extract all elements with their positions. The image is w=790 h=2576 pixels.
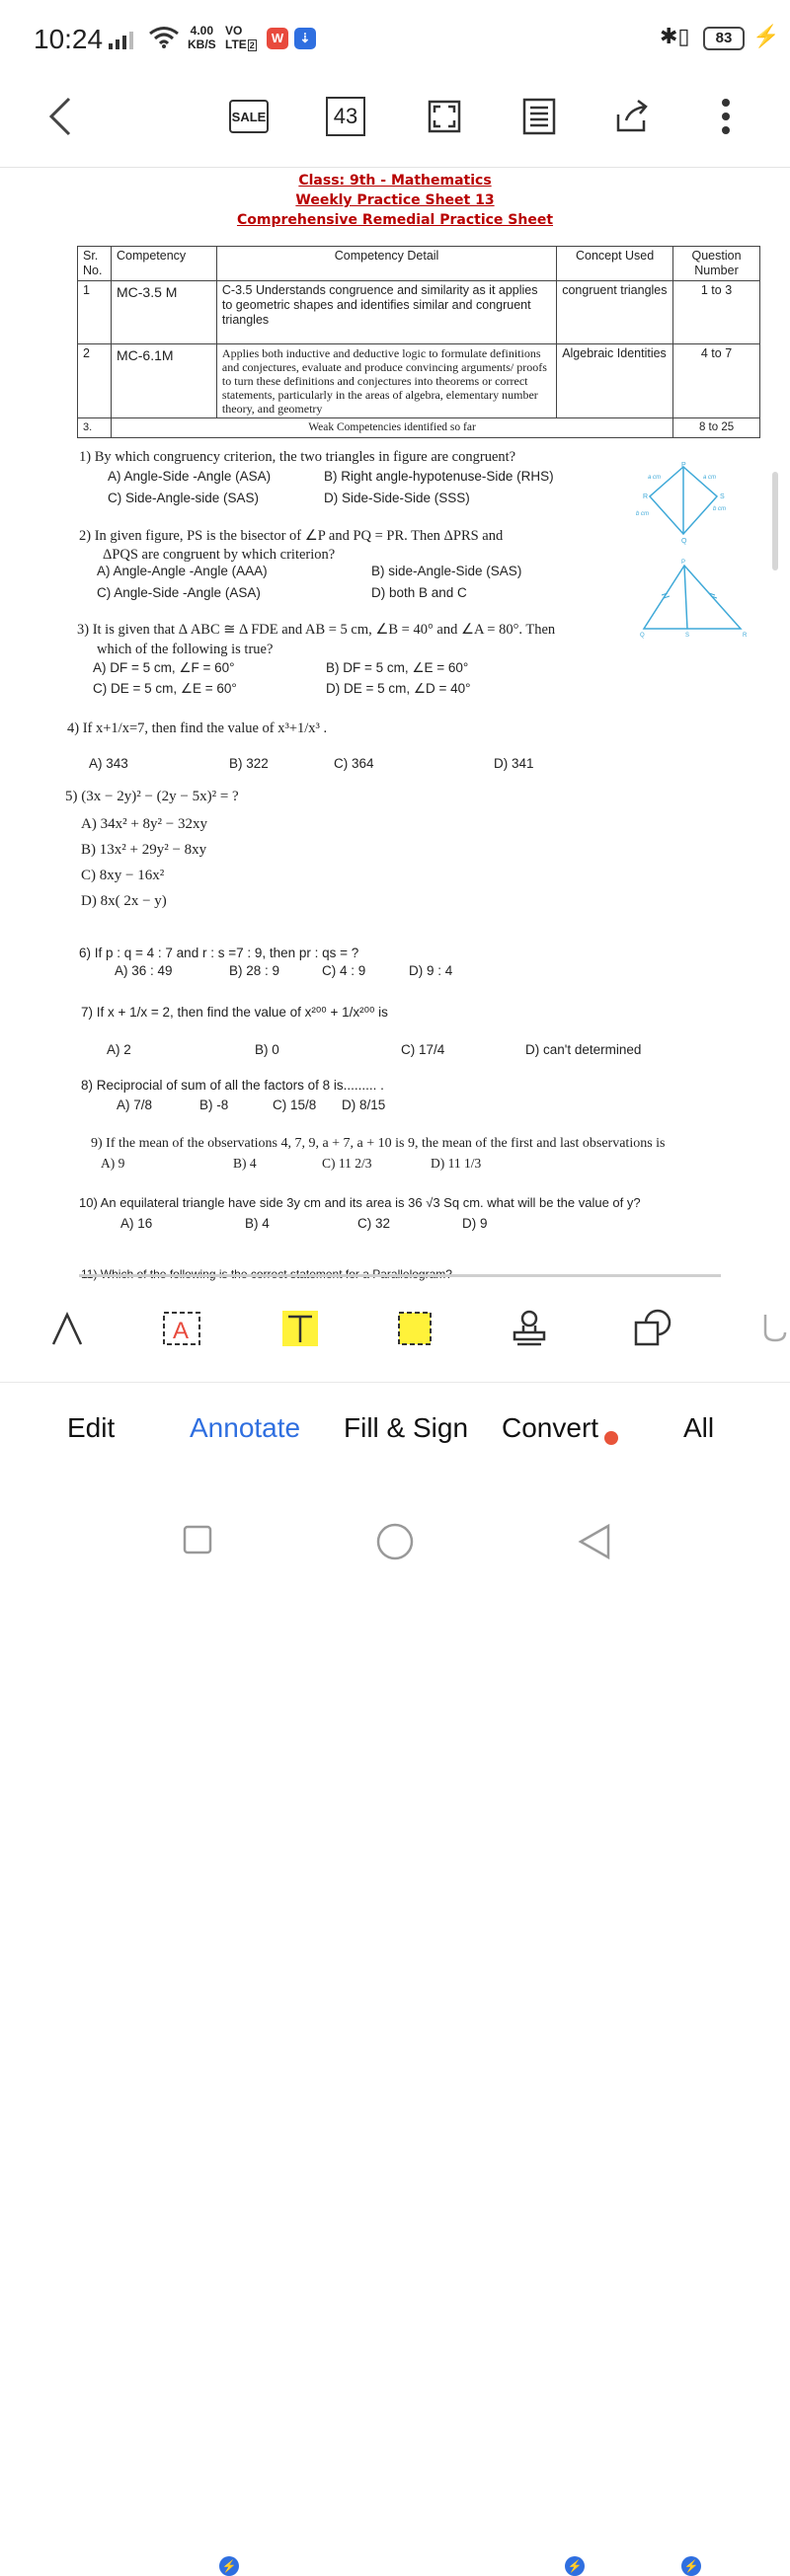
page-number: 43 (326, 97, 365, 136)
fig2-label-p: P (681, 560, 686, 566)
option: A) Angle-Side -Angle (ASA) (108, 469, 272, 484)
option: A) DF = 5 cm, ∠F = 60° (93, 660, 235, 675)
question-2: 2) In given figure, PS is the bisector of ∠P and PQ = PR. Then ΔPRS and (79, 528, 504, 544)
fig1-label-p: P (681, 462, 686, 469)
fig1-label-q: Q (681, 538, 687, 545)
question-9: 9) If the mean of the observations 4, 7, 9, a + 7, a + 10 is 9, the mean of the first and last observations is (91, 1136, 666, 1151)
table-cell: Applies both inductive and deductive logic to formulate definitions and conjectures, evaluate and produce convincing arguments/ proofs to turn these definitions and conjectures into theorems or correct statements, particularly in the areas of algebra, elementary number theory, and geometry (216, 344, 556, 418)
question-3-cont: which of the following is true? (97, 642, 274, 657)
fig1-label-b-right: b cm (713, 506, 727, 512)
fig1-label-r: R (643, 493, 649, 500)
question-10: 10) An equilateral triangle have side 3y cm and its area is 36 √3 Sq cm. what will be the value of y? (79, 1195, 641, 1210)
table-header-row (78, 247, 760, 281)
pen-icon (49, 1309, 85, 1348)
read-mode-button[interactable] (515, 93, 563, 140)
table-cell: C-3.5 Understands congruence and similarity as it applies to geometric shapes and identifies similar and congruent triangles (216, 281, 556, 344)
svg-text:A: A (173, 1318, 190, 1344)
sale-button[interactable] (225, 93, 273, 140)
tab-all[interactable]: All (683, 1412, 715, 1443)
system-nav-bar (0, 1510, 790, 1579)
table-cell: 1 to 3 (673, 281, 760, 344)
share-icon (612, 97, 652, 136)
option: B) 0 (255, 1042, 279, 1057)
share-button[interactable] (608, 93, 656, 140)
volte-indicator: VO LTE 2 (225, 24, 255, 51)
document-bottom-edge (79, 1274, 721, 1277)
table-cell: Weak Competencies identified so far (111, 418, 672, 438)
question-5: 5) (3x − 2y)² − (2y − 5x)² = ? (65, 789, 239, 804)
option: C) Angle-Side -Angle (ASA) (97, 585, 261, 600)
wps-app-icon: W (267, 28, 288, 49)
option: A) Angle-Angle -Angle (AAA) (97, 564, 268, 578)
chevron-left-icon (45, 95, 73, 138)
option: D) 8x( 2x − y) (81, 893, 167, 909)
top-toolbar (0, 79, 790, 168)
option: B) 13x² + 29y² − 8xy (81, 842, 207, 858)
premium-badge-icon: ⚡ (565, 2556, 585, 2576)
fig1-label-a-left: a cm (648, 475, 662, 481)
table-cell: Algebraic Identities (557, 344, 673, 418)
wifi-icon (148, 26, 180, 49)
charging-icon: ⚡ (752, 24, 780, 48)
option: B) 28 : 9 (229, 963, 280, 978)
usb-icon: ⇣ (294, 28, 316, 49)
question-1: 1) By which congruency criterion, the two triangles in figure are congruent? (79, 449, 516, 465)
option: C) DE = 5 cm, ∠E = 60° (93, 681, 237, 696)
triangle-figure (640, 558, 758, 637)
option: A) 2 (107, 1042, 131, 1057)
stamp-tool[interactable] (506, 1305, 553, 1352)
text-highlight-icon (280, 1309, 320, 1348)
option: C) 15/8 (273, 1098, 317, 1112)
text-box-icon (160, 1309, 203, 1348)
stamp-icon (510, 1309, 549, 1348)
network-speed: 4.00 KB/S (188, 24, 216, 51)
notification-dot (604, 1431, 618, 1445)
option: A) 16 (120, 1216, 153, 1231)
highlight-text-tool[interactable] (276, 1305, 324, 1352)
option: D) can't determined (525, 1042, 642, 1057)
shape-icon (632, 1309, 672, 1348)
ink-pen-tool[interactable] (43, 1305, 91, 1352)
option: C) 11 2/3 (322, 1156, 372, 1171)
table-header: Competency (111, 247, 216, 281)
table-cell: 2 (78, 344, 112, 418)
area-highlight-tool[interactable] (391, 1305, 438, 1352)
shape-tool[interactable] (628, 1305, 675, 1352)
header-sheet: Weekly Practice Sheet 13 (295, 192, 495, 208)
fig2-label-s: S (685, 633, 690, 639)
table-cell: 8 to 25 (673, 418, 760, 438)
option: D) both B and C (371, 585, 467, 600)
header-class: Class: 9th - Mathematics (298, 173, 492, 189)
table-header: Concept Used (557, 247, 673, 281)
header-subtitle: Comprehensive Remedial Practice Sheet (236, 212, 554, 228)
option: C) Side-Angle-side (SAS) (108, 491, 260, 505)
option: B) 4 (245, 1216, 270, 1231)
document-page[interactable] (0, 170, 790, 1277)
question-6: 6) If p : q = 4 : 7 and r : s =7 : 9, then pr : qs = ? (79, 946, 359, 960)
bottom-tabs (0, 1382, 790, 1471)
premium-badge-icon: ⚡ (681, 2556, 701, 2576)
option: D) 9 (462, 1216, 488, 1231)
fullscreen-icon (427, 99, 462, 134)
question-7: 7) If x + 1/x = 2, then find the value of x²⁰⁰ + 1/x²⁰⁰ is (81, 1005, 388, 1020)
fig1-label-b-left: b cm (636, 511, 650, 517)
table-cell: 3. (78, 418, 112, 438)
tab-annotate[interactable]: Annotate (190, 1412, 301, 1443)
fullscreen-button[interactable] (421, 93, 468, 140)
fig1-label-a-right: a cm (703, 475, 717, 481)
option: C) 17/4 (401, 1042, 445, 1057)
tab-fill-sign[interactable]: Fill & Sign (344, 1412, 469, 1443)
kite-figure (632, 461, 741, 544)
option: B) 322 (229, 756, 269, 771)
option: C) 8xy − 16x² (81, 868, 165, 883)
bluetooth-icon: ✱▯ (660, 24, 690, 48)
tab-convert[interactable]: Convert (502, 1412, 599, 1443)
option: D) 8/15 (342, 1098, 386, 1112)
text-box-tool[interactable] (158, 1305, 205, 1352)
premium-badge-icon: ⚡ (219, 2556, 239, 2576)
question-3: 3) It is given that Δ ABC ≅ Δ FDE and AB = 5 cm, ∠B = 40° and ∠A = 80°. Then (77, 622, 556, 638)
area-highlight-icon (395, 1309, 434, 1348)
table-row (78, 281, 760, 344)
option: C) 364 (334, 756, 374, 771)
table-cell: MC-6.1M (111, 344, 216, 418)
option: B) -8 (199, 1098, 229, 1112)
more-vertical-icon (720, 97, 732, 136)
more-tools-peek[interactable] (754, 1305, 790, 1352)
option: B) DF = 5 cm, ∠E = 60° (326, 660, 469, 675)
tab-edit[interactable]: Edit (67, 1412, 116, 1443)
table-row (78, 344, 760, 418)
option: A) 9 (101, 1156, 125, 1171)
scrollbar-thumb[interactable] (772, 472, 778, 570)
table-cell: 4 to 7 (673, 344, 760, 418)
option: B) side-Angle-Side (SAS) (371, 564, 522, 578)
fig1-label-s: S (720, 493, 725, 500)
table-header: Competency Detail (216, 247, 556, 281)
option: B) Right angle-hypotenuse-Side (RHS) (324, 469, 554, 484)
home-button[interactable] (375, 1522, 415, 1561)
back-button[interactable] (38, 93, 81, 140)
table-row (78, 418, 760, 438)
option: B) 4 (233, 1156, 257, 1171)
option: D) Side-Side-Side (SSS) (324, 491, 470, 505)
table-cell: 1 (78, 281, 112, 344)
fig2-label-q: Q (640, 633, 645, 639)
back-nav-button[interactable] (577, 1522, 612, 1561)
question-4: 4) If x+1/x=7, then find the value of x³+1/x³ . (67, 720, 328, 736)
option: D) 341 (494, 756, 534, 771)
option: D) 9 : 4 (409, 963, 453, 978)
option: D) DE = 5 cm, ∠D = 40° (326, 681, 471, 696)
option: C) 32 (357, 1216, 391, 1231)
fig2-label-r: R (743, 633, 748, 639)
option: A) 7/8 (117, 1098, 153, 1112)
option: D) 11 1/3 (431, 1156, 482, 1171)
status-bar (0, 0, 790, 79)
signal-icon (109, 30, 138, 49)
question-8: 8) Reciprocial of sum of all the factors of 8 is......... . (81, 1078, 384, 1093)
competency-table (77, 246, 760, 438)
option: A) 34x² + 8y² − 32xy (81, 816, 207, 832)
table-cell: congruent triangles (557, 281, 673, 344)
table-header: Question Number (673, 247, 760, 281)
table-header: Sr. No. (78, 247, 112, 281)
table-cell: MC-3.5 M (111, 281, 216, 344)
recent-apps-button[interactable] (182, 1524, 213, 1555)
question-2-cont: ΔPQS are congruent by which criterion? (103, 547, 336, 563)
option: A) 343 (89, 756, 128, 771)
document-view-icon (521, 97, 557, 136)
page-number-button[interactable] (322, 93, 369, 140)
sale-label: SALE (229, 100, 269, 133)
partial-tool-icon (757, 1309, 787, 1348)
battery-icon: 83 (703, 27, 745, 50)
more-options-button[interactable] (711, 93, 741, 140)
option: C) 4 : 9 (322, 963, 366, 978)
option: A) 36 : 49 (115, 963, 173, 978)
clock: 10:24 (34, 24, 104, 54)
